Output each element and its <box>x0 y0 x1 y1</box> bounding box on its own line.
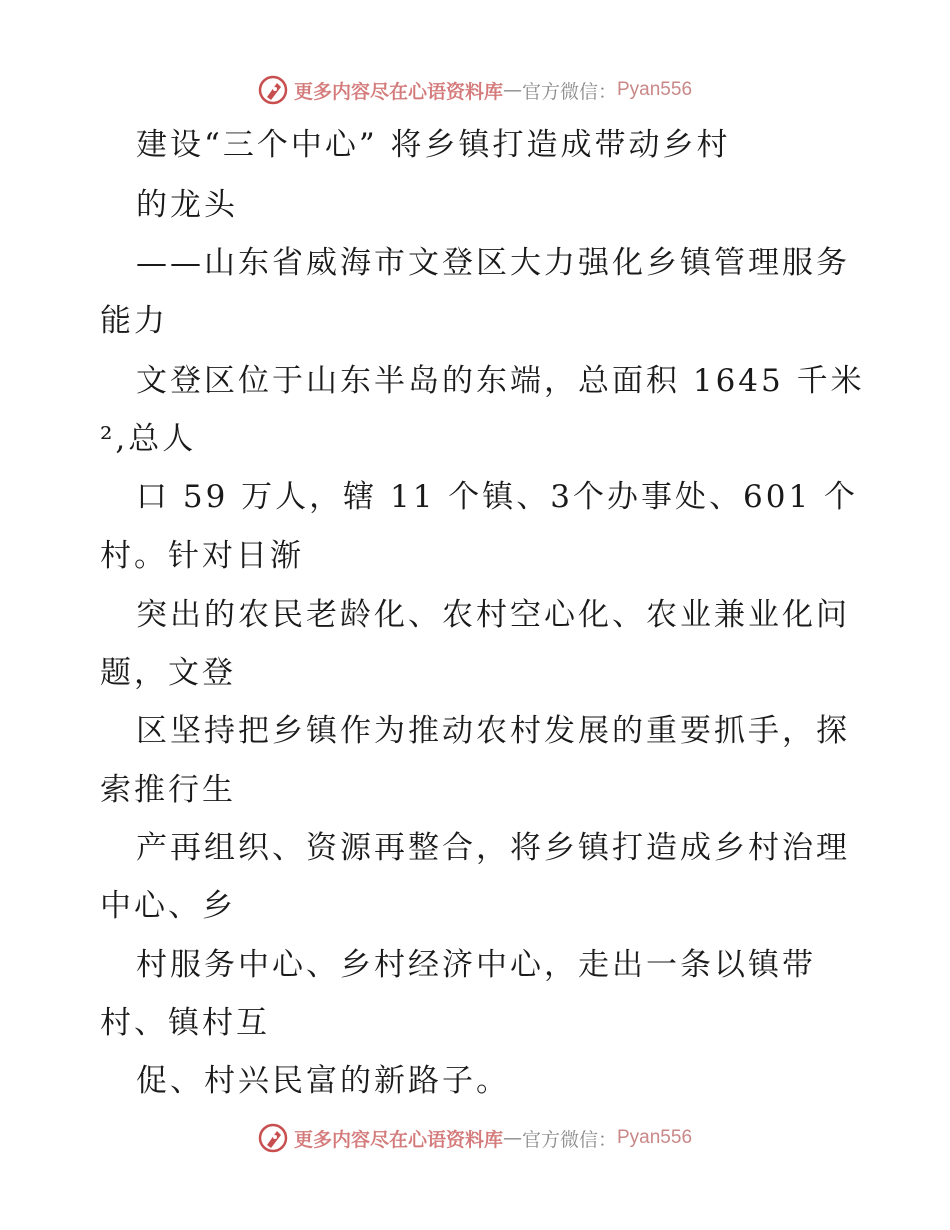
title-line-2: 的龙头 <box>136 187 238 223</box>
paragraph-line: 产再组织、资源再整合，将乡镇打造成乡村治理 <box>136 830 850 866</box>
paragraph-line: 区坚持把乡镇作为推动农村发展的重要抓手，探 <box>136 713 850 749</box>
paragraph-line: 口 59 万人，辖 11 个镇、3个办事处、601 个 <box>136 479 859 515</box>
banner-separator: — <box>502 79 522 101</box>
paragraph-line: ²,总人 <box>100 421 197 457</box>
banner-separator: — <box>502 1127 522 1149</box>
paragraph-line: 村服务中心、乡村经济中心，走出一条以镇带 <box>136 947 816 983</box>
paragraph-line: 突出的农民老龄化、农村空心化、农业兼业化问 <box>136 597 850 633</box>
wechat-label: 官方微信： <box>521 80 617 103</box>
wechat-id: Pyan556 <box>617 1127 693 1148</box>
paragraph-line: 题，文登 <box>100 655 236 691</box>
header-banner <box>0 70 950 110</box>
site-name: 更多内容尽在心语资料库 <box>293 1128 503 1151</box>
subtitle-line-2: 能力 <box>100 303 168 339</box>
subtitle-line-1: ——山东省威海市文登区大力强化乡镇管理服务 <box>136 245 850 281</box>
paragraph-line: 村、镇村互 <box>100 1005 270 1041</box>
paragraph-line: 中心、乡 <box>100 888 236 924</box>
pen-nib-circle-icon <box>258 75 288 105</box>
paragraph-line: 村。针对日渐 <box>100 538 304 574</box>
site-name: 更多内容尽在心语资料库 <box>293 80 503 103</box>
wechat-id: Pyan556 <box>617 79 693 100</box>
title-line-1: 建设“三个中心” 将乡镇打造成带动乡村 <box>136 127 731 163</box>
paragraph-line: 文登区位于山东半岛的东端，总面积 1645 千米 <box>136 363 865 399</box>
paragraph-line: 索推行生 <box>100 772 236 808</box>
wechat-label: 官方微信： <box>521 1128 617 1151</box>
paragraph-line: 促、村兴民富的新路子。 <box>136 1063 510 1099</box>
pen-nib-circle-icon <box>258 1123 288 1153</box>
footer-banner <box>0 1118 950 1158</box>
